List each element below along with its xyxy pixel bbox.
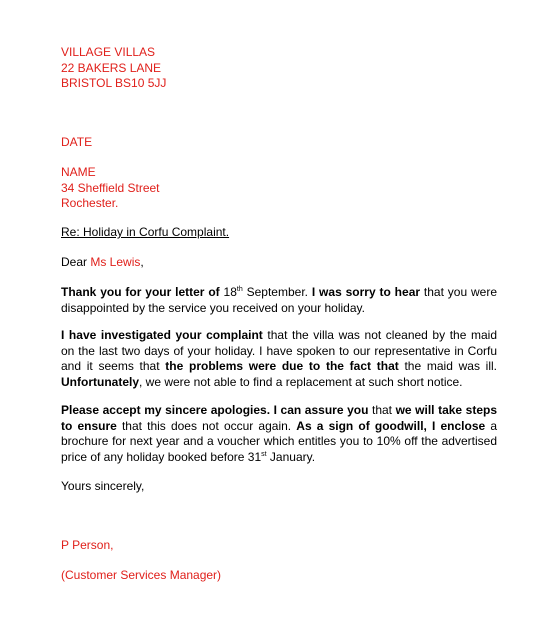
salutation-name: Ms Lewis: [90, 255, 141, 269]
signatory-position: (Customer Services Manager): [61, 568, 222, 582]
p2-text-1: that the villa was not cleaned by the maid on the last two days of your holiday. I have spoken to our representative in Corfu and it seems that: [61, 328, 498, 373]
p2-bold-2: the problems were due to the fact that: [165, 359, 399, 373]
p1-text-3: that you were disappointed by the service you received on your holiday.: [61, 285, 498, 315]
p3-sup: st: [261, 450, 267, 458]
salutation-suffix: ,: [140, 255, 144, 269]
recipient-street: 34 Sheffield Street: [61, 180, 160, 195]
p1-text-1: 18: [219, 285, 237, 299]
p2-bold-1: I have investigated your complaint: [61, 328, 263, 342]
p3-bold-1: Please accept my sincere apologies. I can assure you: [61, 403, 369, 417]
closing: Yours sincerely,: [61, 479, 145, 493]
recipient-address: [61, 165, 497, 212]
p2-text-3: , we were not able to find a replacement at such short notice.: [139, 374, 463, 389]
paragraph-1: [61, 285, 497, 316]
date-placeholder: DATE: [61, 135, 93, 149]
salutation: [61, 255, 497, 271]
subject-line: Re: Holiday in Corfu Complaint.: [61, 225, 230, 239]
p3-text-3: a brochure for next year and a voucher which entitles you to 10% off the advertised price of any holiday booked before 31: [61, 418, 497, 464]
p2-bold-3: Unfortunately: [61, 374, 139, 389]
p3-text-4: January.: [266, 449, 316, 464]
signatory-name: P Person,: [61, 538, 114, 552]
p1-sup: th: [236, 286, 243, 293]
sender-line-1: VILLAGE VILLAS: [61, 45, 156, 59]
paragraph-2: [61, 328, 497, 390]
recipient-name-placeholder: NAME: [61, 165, 96, 179]
sender-line-3: BRISTOL BS10 5JJ: [61, 76, 167, 90]
p2-text-2: the maid was ill.: [398, 359, 498, 373]
p1-bold-1: Thank you for your letter of: [61, 285, 220, 299]
sender-line-2: 22 BAKERS LANE: [61, 60, 162, 75]
salutation-prefix: Dear: [61, 255, 91, 269]
recipient-town: Rochester.: [61, 196, 119, 210]
p3-text-2: that this does not occur again.: [116, 418, 297, 433]
p1-text-2: September.: [242, 285, 312, 299]
p3-bold-2: we will take steps to ensure: [61, 403, 498, 433]
p3-text-1: that: [368, 403, 396, 417]
p1-bold-2: I was sorry to hear: [311, 285, 421, 299]
p3-bold-3: As a sign of goodwill, I enclose: [296, 418, 486, 433]
paragraph-3: [61, 403, 497, 465]
sender-address: [61, 45, 497, 92]
